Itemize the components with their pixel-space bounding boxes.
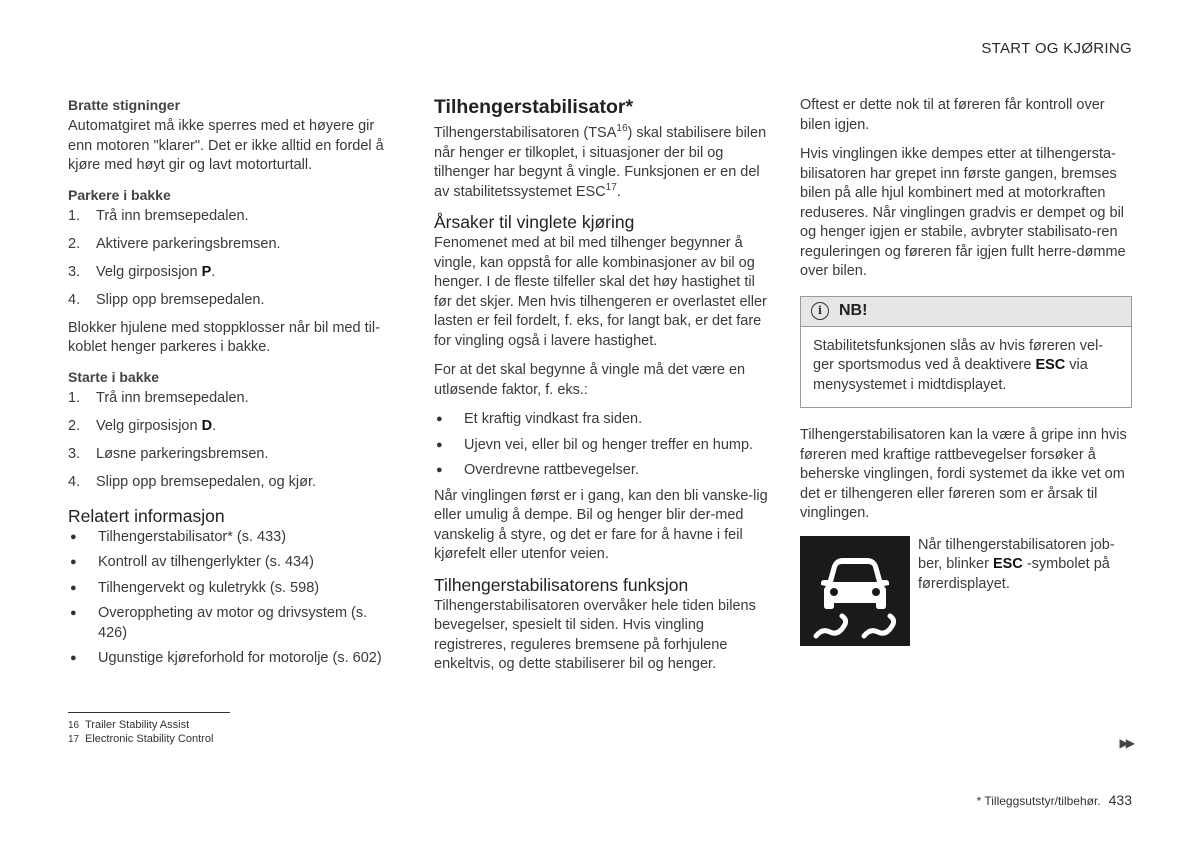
footnote-ref-16: 16 bbox=[616, 123, 628, 135]
related-link-tilhengervekt[interactable]: ● Tilhengervekt og kuletrykk (s. 598) bbox=[68, 579, 400, 599]
column-right bbox=[800, 96, 1132, 646]
list-item: 2. Aktivere parkeringsbremsen. bbox=[68, 235, 281, 252]
related-link-kontroll-tilhengerlykter[interactable]: ● Kontroll av tilhengerlykter (s. 434) bbox=[68, 553, 400, 573]
accessory-note: * Tilleggsutstyr/tilbehør. bbox=[976, 794, 1101, 808]
column-left bbox=[68, 96, 400, 675]
bullet-icon: ● bbox=[70, 581, 77, 594]
list-item: 2. Velg girposisjon D. bbox=[68, 417, 217, 434]
factor-list bbox=[434, 410, 768, 481]
paragraph-intro: Tilhengerstabilisatoren (TSA$^{16}$) skal stabilisere bilen når henger er tilkoplet, i situasjoner der bil og tilhenger har begynt å vingle. Funksjonen er en del av stabilitetssystemet ESC$^{17}$. bbox=[434, 123, 767, 200]
related-links bbox=[68, 528, 400, 669]
paragraph-funksjon: Tilhengerstabilisatoren overvåker hele tiden bilens bevegelser, spesielt til siden. Hvis vingling registreres, reguleres bremsene på forhjulene enkeltvis, og dette stabiliserer bil og henger. bbox=[434, 597, 756, 672]
list-item: 4. Slipp opp bremsepedalen, og kjør. bbox=[68, 473, 317, 490]
bullet-icon: ● bbox=[436, 438, 443, 451]
page-title: Tilhengerstabilisator* bbox=[434, 96, 634, 118]
heading-relatert-informasjon: Relatert informasjon bbox=[68, 505, 225, 526]
column-middle bbox=[434, 96, 768, 685]
footnote-ref-17: 17 bbox=[605, 181, 617, 193]
section-header: START OG KJØRING bbox=[981, 40, 1132, 57]
heading-funksjon: Tilhengerstabilisatorens funksjon bbox=[434, 574, 689, 595]
heading-starte-i-bakke: Starte i bakke bbox=[68, 368, 160, 385]
bullet-icon: ● bbox=[70, 556, 77, 568]
footnote-16: 16 Trailer Stability Assist bbox=[68, 719, 190, 731]
paragraph-arsaker: Fenomenet med at bil med tilhenger begynner å vingle, kan oppstå for alle kombinasjoner av bil og henger. I de fleste tilfeller skal det høy hastighet til før det skjer. Men hvis tilhengeren er overlastet eller lasten er feil fordelt, f. eks, for langt bak, er det fare for vingling også i lavere hastighet. bbox=[434, 235, 767, 349]
bullet-icon: ● bbox=[436, 413, 443, 425]
esc-skid-icon bbox=[800, 536, 910, 646]
note-box bbox=[800, 296, 1132, 409]
note-title: NB! bbox=[839, 302, 868, 319]
related-link-ugunstige-kjoreforhold[interactable]: ● Ugunstige kjøreforhold for motorolje (s. 602) bbox=[68, 649, 400, 669]
esc-symbol-row bbox=[800, 536, 1132, 646]
bullet-icon: ● bbox=[436, 464, 443, 476]
footnote-17: 17 Electronic Stability Control bbox=[68, 733, 214, 745]
related-link-overoppheting[interactable]: ● Overoppheting av motor og drivsystem (s. 426) bbox=[68, 604, 400, 643]
list-item: 1. Trå inn bremsepedalen. bbox=[68, 389, 249, 406]
esc-text: Når tilhengerstabilisatoren job-ber, blinker ESC -symbolet på førerdisplayet. bbox=[918, 536, 1115, 592]
info-icon: i bbox=[811, 302, 829, 320]
parkere-steps bbox=[68, 207, 400, 310]
list-item: 1. Trå inn bremsepedalen. bbox=[68, 207, 249, 224]
footnote-divider bbox=[68, 712, 230, 713]
list-item: 3. Velg girposisjon P. bbox=[68, 263, 216, 280]
paragraph-hvis: Hvis vinglingen ikke dempes etter at tilhengersta-bilisatoren har grepet inn første gangen, bremses bilen på alle hjul kombinert med at motorkraften reduseres. Når vinglingen gradvis er dempet og bil og henger igjen er stabile, avbryter stabilisato-ren reguleringen og føreren får igjen fullt herre-dømme over bilen. bbox=[800, 146, 1126, 279]
list-item: ● Ujevn vei, eller bil og henger treffer en hump. bbox=[434, 436, 768, 456]
list-item: 4. Slipp opp bremsepedalen. bbox=[68, 291, 265, 308]
heading-bratte-stigninger: Bratte stigninger bbox=[68, 97, 181, 113]
paragraph-nar: Når vinglingen først er i gang, kan den bli vanske-lig eller umulig å dempe. Bil og henger blir der-med vanskelig å styre, og det er fare for å havne i feil kjørefelt eller utenfor veien. bbox=[434, 487, 768, 562]
next-page-arrows-icon: ▶▶ bbox=[1119, 736, 1132, 750]
page-number: 433 bbox=[1108, 792, 1132, 808]
related-link-tilhengerstabilisator[interactable]: ● Tilhengerstabilisator* (s. 433) bbox=[68, 528, 400, 548]
heading-arsaker: Årsaker til vinglete kjøring bbox=[434, 212, 635, 232]
paragraph-bratte: Automatgiret må ikke sperres med et høyere gir enn motoren "klarer". Det er ikke alltid en fordel å kjøre med høyt gir og lavt motorturtall. bbox=[68, 118, 384, 173]
bullet-icon: ● bbox=[70, 530, 77, 543]
page-footer bbox=[977, 792, 1132, 808]
bullet-icon: ● bbox=[70, 607, 77, 619]
note-header bbox=[801, 297, 1131, 327]
paragraph-oftest: Oftest er dette nok til at føreren får kontroll over bilen igjen. bbox=[800, 97, 1105, 133]
note-body bbox=[801, 327, 1131, 408]
list-item: 3. Løsne parkeringsbremsen. bbox=[68, 445, 269, 462]
paragraph-gripe: Tilhengerstabilisatoren kan la være å gripe inn hvis føreren med kraftige rattbevegelser forsøker å beherske vinglingen, fordi systemet da ikke vet om det er tilhengeren eller føreren som er årsak til vinglingen. bbox=[800, 427, 1127, 521]
bullet-icon: ● bbox=[70, 652, 77, 664]
note-text: Stabilitetsfunksjonen slås av hvis føreren vel-ger sportsmodus ved å deaktivere ESC via menysystemet i midtdisplayet. bbox=[813, 337, 1104, 393]
heading-parkere-i-bakke: Parkere i bakke bbox=[68, 186, 171, 203]
list-item: ● Et kraftig vindkast fra siden. bbox=[434, 410, 768, 430]
paragraph-forat: For at det skal begynne å vingle må det være en utløsende faktor, f. eks.: bbox=[434, 362, 746, 398]
starte-steps bbox=[68, 389, 400, 492]
paragraph-blokker: Blokker hjulene med stoppklosser når bil med til-koblet henger parkeres i bakke. bbox=[68, 319, 380, 355]
list-item: ● Overdrevne rattbevegelser. bbox=[434, 461, 768, 481]
